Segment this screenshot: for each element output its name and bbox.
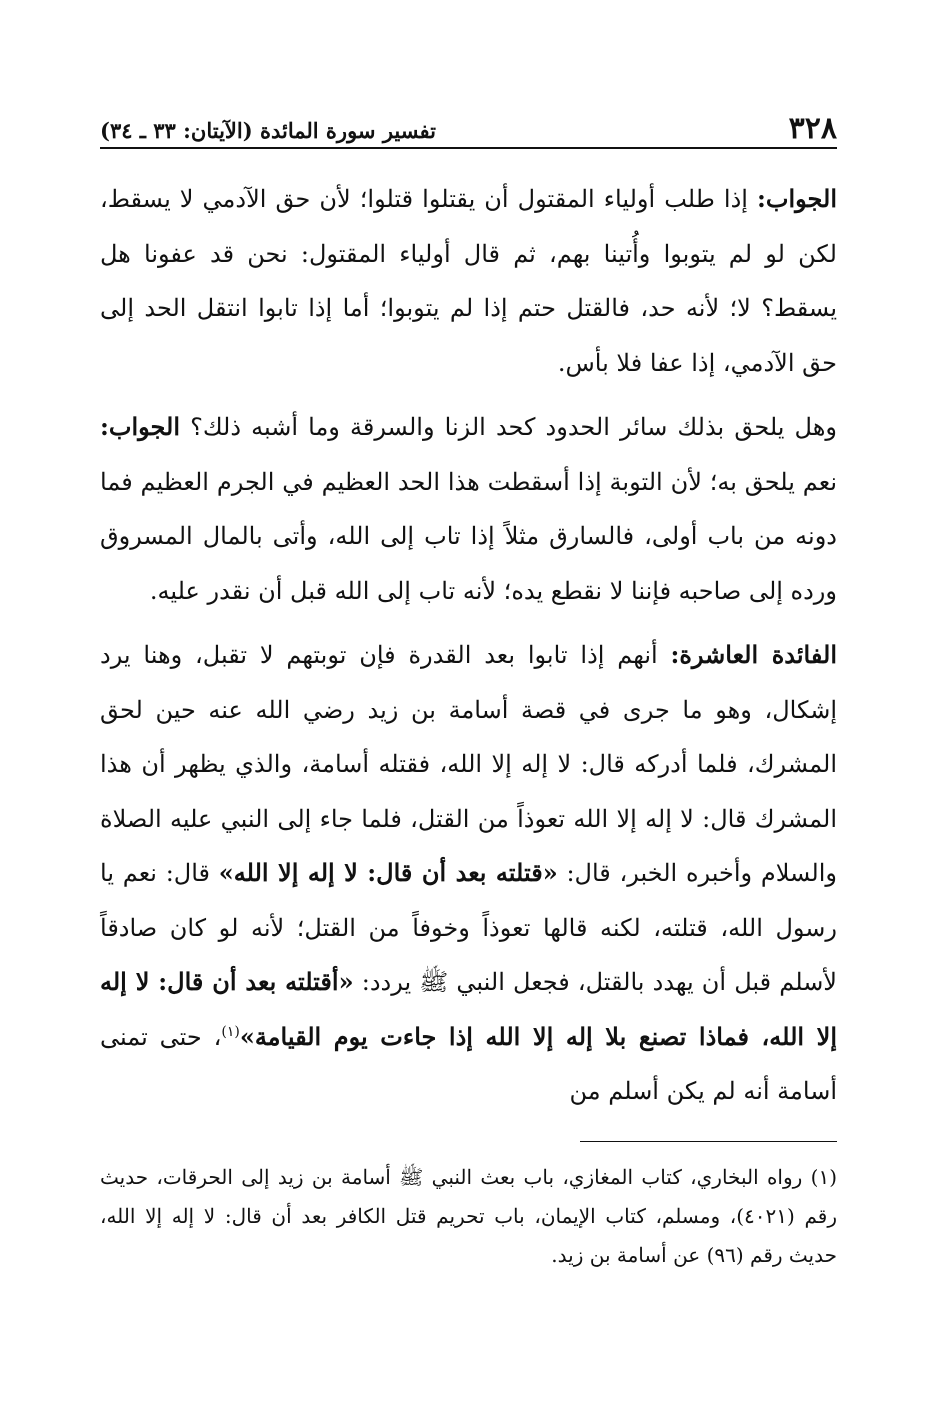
footnote	[100, 1158, 837, 1275]
paragraph-text: قال: نعم يا رسول الله، قتلته، لكنه قالها تعوذاً وخوفاً من القتل؛ لأنه لو كان صادقاً لأسلم قبل أن يهدد بالقتل، فجعل النبي ﷺ يردد:	[100, 859, 837, 996]
paragraph-text: نعم يلحق به؛ لأن التوبة إذا أسقطت هذا الحد العظيم في الجرم العظيم فما دونه من باب أولى، فالسارق مثلاً إذا تاب إلى الله، وأتى بالمال المسروق ورده إلى صاحبه فإننا لا نقطع يده؛ لأنه تاب إلى الله قبل أن نقدر عليه.	[100, 467, 837, 605]
benefit-label: الفائدة العاشرة:	[670, 640, 837, 669]
answer-label: الجواب:	[757, 184, 837, 213]
hadith-quote: «أقتلته بعد أن قال: لا إله إلا الله، فماذا تصنع بلا إله إلا الله إذا جاءت يوم القيامة»	[100, 967, 837, 1051]
footnote-text: (١) رواه البخاري، كتاب المغازي، باب بعث النبي ﷺ أسامة بن زيد إلى الحرقات، حديث رقم (٤٠٢١)، ومسلم، كتاب الإيمان، باب تحريم قتل الكافر بعد أن قال: لا إله إلا الله، حديث رقم (٩٦) عن أسامة بن زيد.	[100, 1165, 837, 1267]
footnote-divider	[580, 1141, 837, 1142]
paragraph-benefit-10	[100, 628, 837, 1119]
page-header	[100, 100, 837, 144]
question-text: وهل يلحق بذلك سائر الحدود كحد الزنا والسرقة وما أشبه ذلك؟	[190, 413, 837, 441]
paragraph-question-2	[100, 400, 837, 618]
paragraph-text: إذا طلب أولياء المقتول أن يقتلوا قتلوا؛ لأن حق الآدمي لا يسقط، لكن لو لم يتوبوا وأُتينا بهم، ثم قال أولياء المقتول: نحن قد عفونا هل يسقط؟ لا؛ لأنه حد، فالقتل حتم إذا لم يتوبوا؛ أما إذا تابوا انتقل الحد إلى حق الآدمي، إذا عفا فلا بأس.	[100, 185, 837, 377]
paragraph-text: ، حتى تمنى أسامة أنه لم يكن أسلم من	[100, 1022, 837, 1105]
paragraph-text: أنهم إذا تابوا بعد القدرة فإن توبتهم لا تقبل، وهنا يرد إشكال، وهو ما جرى في قصة أسامة بن زيد رضي الله عنه حين لحق المشرك، فلما أدركه قال: لا إله إلا الله، فقتله أسامة، والذي يظهر أن هذا المشرك قال: لا إله إلا الله تعوذاً من القتل، فلما جاء إلى النبي عليه الصلاة والسلام وأخبره الخبر، قال:	[100, 641, 837, 887]
answer-label: الجواب:	[100, 412, 180, 441]
page-number: ٣٢٨	[788, 111, 837, 146]
header-divider	[100, 147, 837, 149]
hadith-quote: «قتلته بعد أن قال: لا إله إلا الله»	[218, 858, 558, 887]
page-body	[100, 172, 837, 1119]
paragraph-answer-1	[100, 172, 837, 390]
running-title: تفسير سورة المائدة (الآيتان: ٣٣ ـ ٣٤)	[100, 118, 436, 143]
footnote-marker: (١)	[221, 1023, 240, 1040]
